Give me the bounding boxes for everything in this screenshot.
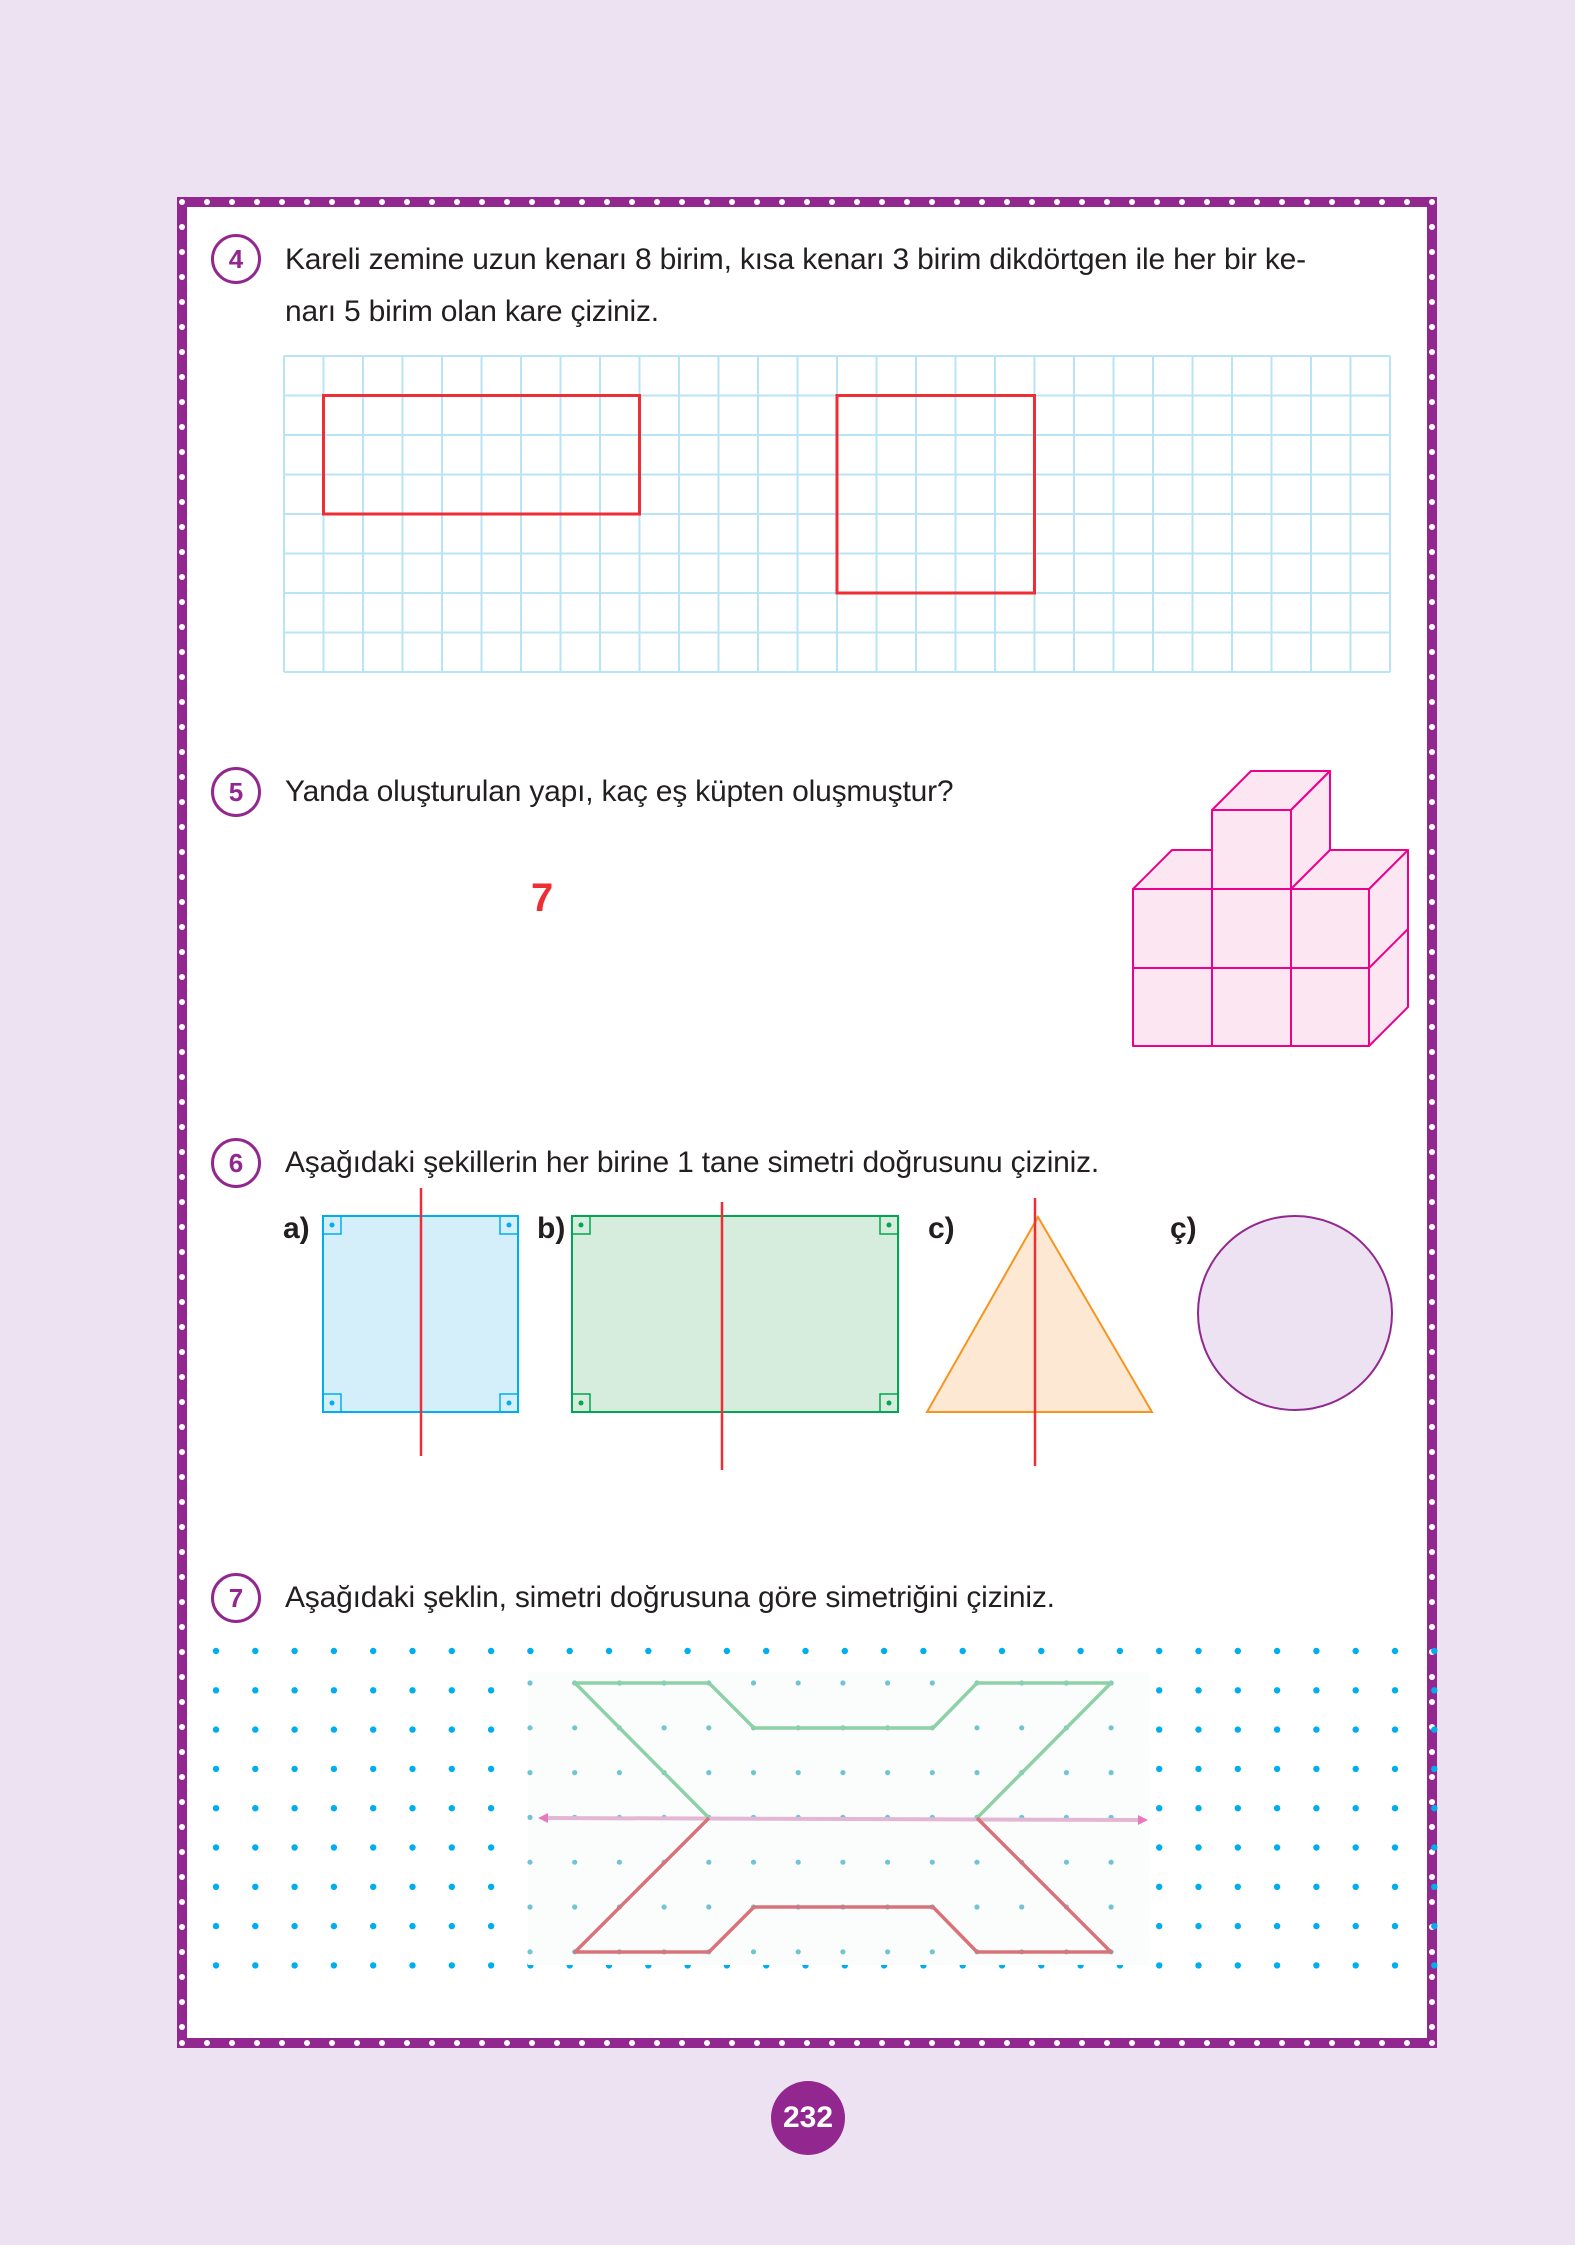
question-7-text: Aşağıdaki şeklin, simetri doğrusuna göre simetriğini çiziniz. [285,1581,1055,1614]
question-number-4: 4 [211,234,261,284]
shape-label-b: b) [537,1212,566,1245]
page-number-badge: 232 [771,2081,845,2155]
symmetry-axis [542,1818,1142,1820]
question-number-7: 7 [211,1573,261,1623]
shape-label-c: c) [928,1212,955,1245]
question-5-answer: 7 [531,876,554,920]
question-number-5: 5 [211,767,261,817]
question-4-text-line2: narı 5 birim olan kare çiziniz. [285,295,659,328]
question-5-text: Yanda oluşturulan yapı, kaç eş küpten oluşmuştur? [285,775,954,808]
shape-label-a: a) [283,1212,310,1245]
question-6-text: Aşağıdaki şekillerin her birine 1 tane simetri doğrusunu çiziniz. [285,1146,1100,1179]
question-4-text-line1: Kareli zemine uzun kenarı 8 birim, kısa kenarı 3 birim dikdörtgen ile her bir ke- [285,243,1306,276]
shape-label-c-cedilla: ç) [1170,1212,1197,1245]
question-number-6: 6 [211,1138,261,1188]
